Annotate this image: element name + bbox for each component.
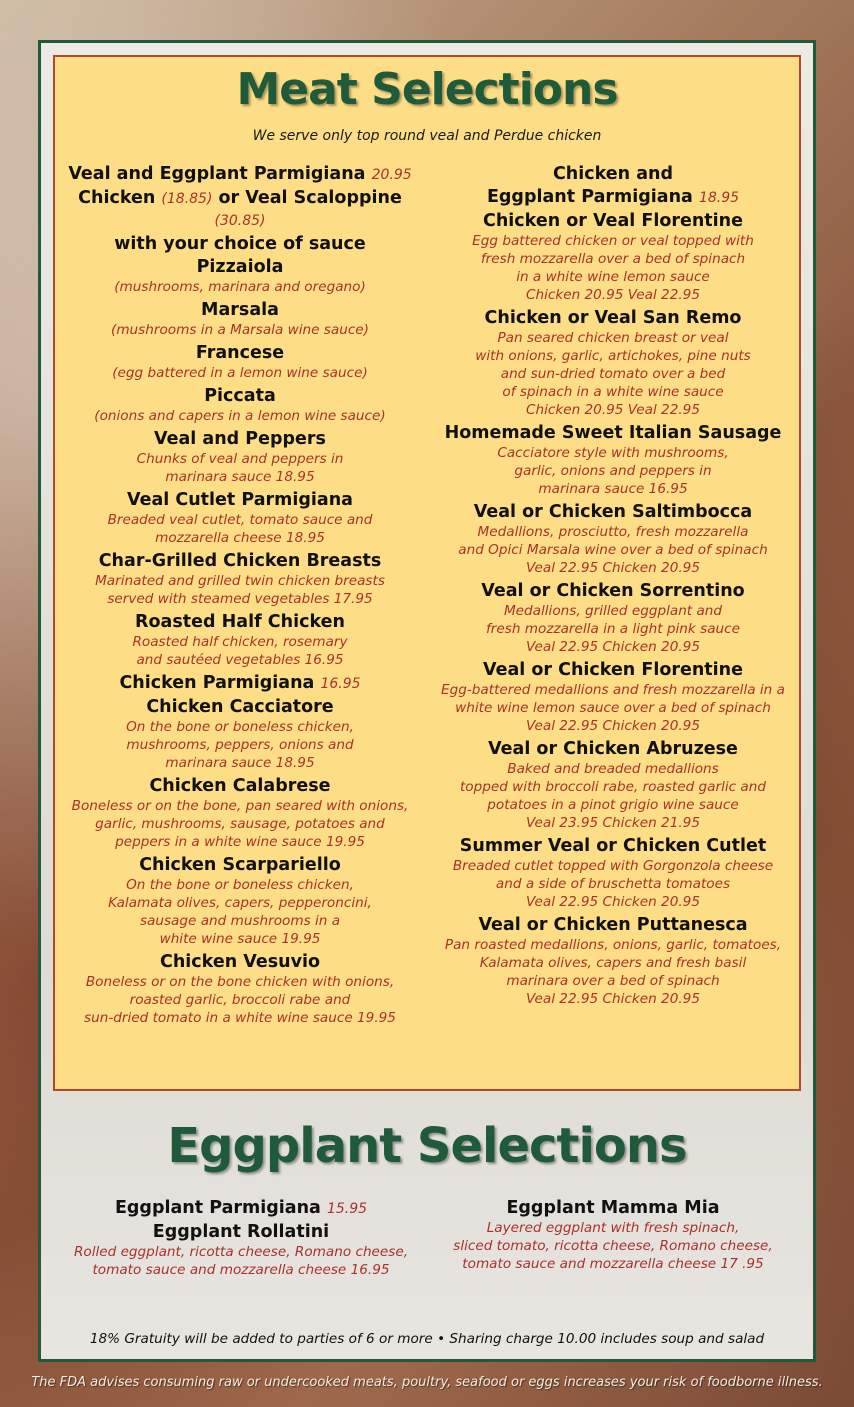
dish-name: Pizzaiola <box>196 257 284 277</box>
menu-item <box>432 1198 794 1273</box>
dish-description-line: garlic, mushrooms, sausage, potatoes and <box>95 816 385 832</box>
eggplant-left-column <box>60 1198 422 1283</box>
gratuity-note: 18% Gratuity will be added to parties of 6 or more • Sharing charge 10.00 includes soup and salad <box>89 1331 765 1347</box>
menu-item-name <box>430 187 796 209</box>
dish-name: Veal or Chicken Sorrentino <box>481 581 745 601</box>
dish-description-line: marinara sauce 18.95 <box>165 469 315 485</box>
dish-price: 20.95 <box>371 167 412 183</box>
dish-description-line: Veal 22.95 Chicken 20.95 <box>526 991 700 1007</box>
dish-price-secondary: (30.85) <box>214 213 266 229</box>
menu-item <box>60 490 420 547</box>
menu-item <box>430 915 796 1008</box>
dish-name: Chicken Scarpariello <box>139 855 341 875</box>
dish-description-line: tomato sauce and mozzarella cheese 17 .95 <box>462 1256 764 1272</box>
dish-price: 15.95 <box>326 1201 368 1217</box>
dish-description-line: Baked and breaded medallions <box>507 761 719 777</box>
dish-name: Eggplant Parmigiana <box>114 1198 321 1218</box>
dish-description-line: sausage and mushrooms in a <box>139 913 341 929</box>
menu-item-name <box>432 1198 794 1219</box>
dish-name: Roasted Half Chicken <box>135 612 345 632</box>
menu-item <box>60 164 420 186</box>
dish-description-line: Rolled eggplant, ricotta cheese, Romano cheese, <box>73 1244 409 1260</box>
dish-description-line: and Opici Marsala wine over a bed of spinach <box>458 542 768 558</box>
dish-price: (18.85) <box>161 191 213 207</box>
dish-price: 16.95 <box>320 676 361 692</box>
menu-item-name <box>430 502 796 523</box>
dish-description-line: Breaded cutlet topped with Gorgonzola cheese <box>452 858 774 874</box>
menu-item-name <box>60 551 420 572</box>
dish-description-line: Veal 22.95 Chicken 20.95 <box>526 718 700 734</box>
menu-item-name <box>430 739 796 760</box>
dish-name: Veal and Peppers <box>154 429 326 449</box>
dish-description-line: Egg-battered medallions and fresh mozzarella in a <box>441 682 785 698</box>
meat-subtitle: We serve only top round veal and Perdue chicken <box>252 128 602 144</box>
menu-item-name <box>60 257 420 278</box>
dish-description-line: Medallions, grilled eggplant and <box>503 603 723 619</box>
menu-item-name <box>430 308 796 329</box>
dish-description-line: Egg battered chicken or veal topped with <box>472 233 754 249</box>
menu-item-name <box>430 164 796 185</box>
dish-description-line: and sautéed vegetables 16.95 <box>136 652 344 668</box>
dish-description-line: garlic, onions and peppers in <box>514 463 712 479</box>
dish-description-line: Veal 22.95 Chicken 20.95 <box>526 560 700 576</box>
dish-name: Eggplant Mamma Mia <box>506 1198 720 1218</box>
dish-description-line: with onions, garlic, artichokes, pine nuts <box>475 348 751 364</box>
dish-name: Chicken Cacciatore <box>146 697 334 717</box>
menu-item <box>430 502 796 577</box>
dish-name: Chicken or Veal San Remo <box>484 308 742 328</box>
menu-item-name <box>60 612 420 633</box>
dish-name: Summer Veal or Chicken Cutlet <box>459 836 767 856</box>
menu-item-name <box>60 776 420 797</box>
dish-description-line: white wine lemon sauce over a bed of spinach <box>455 700 771 716</box>
dish-name: Chicken Vesuvio <box>159 952 321 972</box>
menu-item-name <box>60 188 420 232</box>
menu-item <box>60 673 420 695</box>
dish-description-line: Boneless or on the bone chicken with onions, <box>85 974 395 990</box>
menu-item <box>430 211 796 304</box>
dish-name: Veal or Chicken Abruzese <box>488 739 738 759</box>
menu-item-name <box>430 836 796 857</box>
dish-description-line: Medallions, prosciutto, fresh mozzarella <box>477 524 749 540</box>
dish-name: Veal or Chicken Florentine <box>483 660 743 680</box>
dish-description-line: Chicken 20.95 Veal 22.95 <box>526 287 700 303</box>
menu-item-name <box>430 581 796 602</box>
dish-description-line: Breaded veal cutlet, tomato sauce and <box>107 512 373 528</box>
dish-description-line: Kalamata olives, capers and fresh basil <box>479 955 747 971</box>
menu-item-name <box>60 697 420 718</box>
menu-item-name <box>430 423 796 444</box>
menu-item <box>60 776 420 851</box>
meat-left-column <box>60 164 420 1031</box>
dish-name: Eggplant Parmigiana <box>486 187 693 207</box>
menu-item <box>60 952 420 1027</box>
dish-name: Francese <box>195 343 285 363</box>
dish-name: Veal Cutlet Parmigiana <box>127 490 353 510</box>
dish-description-line: tomato sauce and mozzarella cheese 16.95 <box>92 1262 390 1278</box>
dish-description-line: topped with broccoli rabe, roasted garlic and <box>459 779 767 795</box>
dish-name: Veal or Chicken Saltimbocca <box>473 502 753 522</box>
dish-description-line: Layered eggplant with fresh spinach, <box>486 1220 740 1236</box>
menu-item <box>430 660 796 735</box>
dish-name-secondary: or Veal Scaloppine <box>218 188 402 208</box>
dish-name: Char-Grilled Chicken Breasts <box>98 551 382 571</box>
dish-name: Marsala <box>201 300 279 320</box>
dish-description-line: marinara sauce 18.95 <box>165 755 315 771</box>
dish-name: Eggplant Rollatini <box>152 1222 330 1242</box>
dish-description-line: and sun-dried tomato over a bed <box>500 366 726 382</box>
dish-description-line: Kalamata olives, capers, pepperoncini, <box>108 895 372 911</box>
menu-item-name <box>60 343 420 364</box>
menu-item-name <box>60 164 420 186</box>
menu-item <box>60 386 420 425</box>
menu-item-name <box>60 1222 422 1243</box>
menu-item-name <box>60 673 420 695</box>
dish-name: Veal and Eggplant Parmigiana <box>68 164 366 184</box>
menu-item <box>60 612 420 669</box>
menu-item-name <box>430 660 796 681</box>
dish-name: Chicken or Veal Florentine <box>483 211 743 231</box>
dish-description-line: sliced tomato, ricotta cheese, Romano cheese, <box>453 1238 773 1254</box>
dish-description-line: Veal 23.95 Chicken 21.95 <box>526 815 700 831</box>
dish-description-line: mozzarella cheese 18.95 <box>155 530 325 546</box>
dish-description-line: served with steamed vegetables 17.95 <box>107 591 373 607</box>
eggplant-right-column <box>432 1198 794 1277</box>
menu-item-name <box>60 429 420 450</box>
menu-item-name <box>430 211 796 232</box>
dish-name: Chicken Parmigiana <box>119 673 315 693</box>
dish-description-line: peppers in a white wine sauce 19.95 <box>115 834 365 850</box>
dish-description-line: On the bone or boneless chicken, <box>126 877 354 893</box>
dish-description-line: Marinated and grilled twin chicken breasts <box>95 573 385 589</box>
menu-item <box>60 234 420 255</box>
dish-description-line: Roasted half chicken, rosemary <box>132 634 348 650</box>
menu-item <box>60 429 420 486</box>
dish-description-line: marinara over a bed of spinach <box>506 973 720 989</box>
menu-item-name <box>60 490 420 511</box>
dish-description-line: roasted garlic, broccoli rabe and <box>129 992 351 1008</box>
menu-item-name <box>60 300 420 321</box>
menu-item <box>60 1222 422 1279</box>
dish-description-line: mushrooms, peppers, onions and <box>126 737 354 753</box>
dish-name: Homemade Sweet Italian Sausage <box>444 423 782 443</box>
menu-item <box>430 739 796 832</box>
dish-description-line: sun-dried tomato in a white wine sauce 19.95 <box>84 1010 396 1026</box>
menu-item <box>60 343 420 382</box>
dish-description-line: (onions and capers in a lemon wine sauce) <box>94 408 386 424</box>
fda-advisory: The FDA advises consuming raw or undercooked meats, poultry, seafood or eggs increases your risk of foodborne illness. <box>31 1375 823 1390</box>
dish-description-line: Chunks of veal and peppers in <box>136 451 344 467</box>
menu-item <box>430 836 796 911</box>
meat-selections-title: Meat Selections <box>236 64 618 115</box>
menu-item <box>60 551 420 608</box>
menu-item <box>60 855 420 948</box>
menu-item <box>430 423 796 498</box>
menu-item-name <box>60 1198 422 1220</box>
dish-name: with your choice of sauce <box>114 234 366 254</box>
menu-item-name <box>430 915 796 936</box>
dish-description-line: fresh mozzarella in a light pink sauce <box>486 621 740 637</box>
menu-item <box>430 581 796 656</box>
dish-description-line: Chicken 20.95 Veal 22.95 <box>526 402 700 418</box>
menu-item-name <box>60 234 420 255</box>
menu-item <box>60 188 420 232</box>
dish-description-line: fresh mozzarella over a bed of spinach <box>480 251 746 267</box>
dish-description-line: in a white wine lemon sauce <box>516 269 710 285</box>
dish-description-line: of spinach in a white wine sauce <box>502 384 724 400</box>
menu-item-name <box>60 952 420 973</box>
dish-price: 18.95 <box>698 190 740 206</box>
dish-name: Chicken <box>78 188 156 208</box>
dish-description-line: and a side of bruschetta tomatoes <box>495 876 731 892</box>
dish-description-line: marinara sauce 16.95 <box>538 481 688 497</box>
menu-item <box>430 164 796 185</box>
dish-description-line: Veal 22.95 Chicken 20.95 <box>526 639 700 655</box>
eggplant-selections-title: Eggplant Selections <box>167 1118 687 1174</box>
dish-name: Chicken and <box>552 164 674 184</box>
menu-item <box>430 308 796 419</box>
dish-description-line: Cacciatore style with mushrooms, <box>497 445 729 461</box>
dish-description-line: (mushrooms, marinara and oregano) <box>114 279 366 295</box>
meat-right-column <box>430 164 796 1012</box>
dish-description-line: On the bone or boneless chicken, <box>126 719 354 735</box>
menu-item <box>60 300 420 339</box>
dish-description-line: white wine sauce 19.95 <box>159 931 321 947</box>
menu-item <box>60 697 420 772</box>
dish-description-line: Pan seared chicken breast or veal <box>497 330 729 346</box>
dish-description-line: (mushrooms in a Marsala wine sauce) <box>111 322 369 338</box>
menu-item <box>60 257 420 296</box>
dish-name: Veal or Chicken Puttanesca <box>478 915 748 935</box>
dish-name: Piccata <box>204 386 276 406</box>
dish-description-line: Veal 22.95 Chicken 20.95 <box>526 894 700 910</box>
dish-description-line: Boneless or on the bone, pan seared with onions, <box>71 798 409 814</box>
menu-item <box>430 187 796 209</box>
dish-name: Chicken Calabrese <box>149 776 331 796</box>
menu-item-name <box>60 855 420 876</box>
dish-description-line: (egg battered in a lemon wine sauce) <box>112 365 368 381</box>
menu-item-name <box>60 386 420 407</box>
dish-description-line: Pan roasted medallions, onions, garlic, tomatoes, <box>444 937 782 953</box>
dish-description-line: potatoes in a pinot grigio wine sauce <box>487 797 739 813</box>
menu-item <box>60 1198 422 1220</box>
